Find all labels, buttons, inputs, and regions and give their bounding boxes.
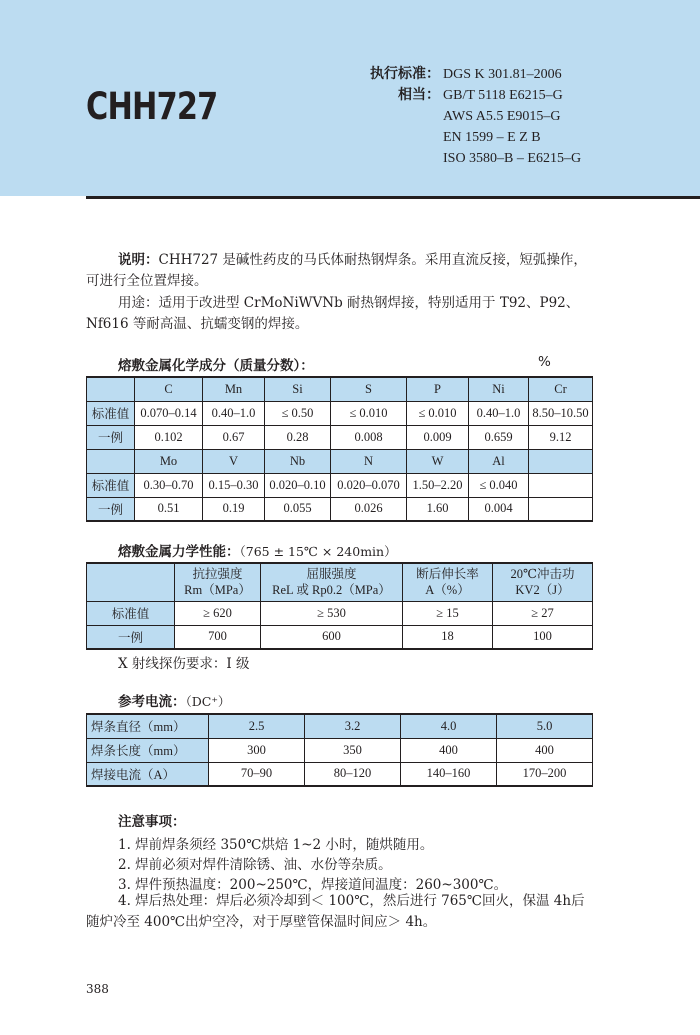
table-cell: 100	[493, 625, 593, 649]
table-cell: V	[203, 449, 265, 473]
standard-item: DGS K 301.81–2006	[443, 67, 562, 82]
table-row	[87, 601, 593, 625]
standard-item: AWS A5.5 E9015–G	[443, 109, 561, 124]
row-label: 标准值	[87, 401, 135, 425]
table-cell: P	[407, 377, 469, 401]
table-cell: ≥ 27	[493, 601, 593, 625]
header-line: 屈服强度	[306, 567, 357, 582]
chemistry-header-row	[87, 377, 593, 401]
table-cell: 600	[261, 625, 403, 649]
row-label: 焊接电流（A）	[87, 762, 209, 786]
header-cell	[261, 563, 403, 601]
header-line: 20℃冲击功	[510, 567, 575, 582]
table-cell: 1.50–2.20	[407, 473, 469, 497]
table-row	[87, 425, 593, 449]
description-label: 说明：	[118, 252, 159, 268]
table-cell: ≤ 0.040	[469, 473, 529, 497]
description-text: CHH727 是碱性药皮的马氏体耐热钢焊条。采用直流反接，短弧操作，可进行全位置焊接。	[86, 252, 587, 289]
table-cell: 170–200	[497, 762, 593, 786]
header-line: A（%）	[425, 583, 470, 598]
standard-item: EN 1599 – E Z B	[443, 130, 541, 145]
table-cell: C	[135, 377, 203, 401]
table-cell: ≤ 0.010	[407, 401, 469, 425]
row-label: 一例	[87, 497, 135, 521]
note-item: 4. 焊后热处理：焊后必须冷却到＜ 100℃，然后进行 765℃回火，保温 4h后随炉冷至 400℃出炉空冷，对于厚壁管保温时间应＞ 4h。	[86, 893, 585, 930]
current-title	[118, 690, 230, 710]
table-cell: Cr	[529, 377, 593, 401]
mechanical-table	[86, 562, 593, 650]
table-row	[87, 401, 593, 425]
standard-item: GB/T 5118 E6215–G	[443, 88, 563, 103]
current-title-text: 参考电流：	[118, 694, 186, 710]
table-cell: 18	[403, 625, 493, 649]
row-label: 标准值	[87, 601, 175, 625]
table-cell: 0.009	[407, 425, 469, 449]
table-cell: 300	[209, 738, 305, 762]
table-cell: 0.102	[135, 425, 203, 449]
standard-list	[443, 64, 581, 169]
table-row	[87, 738, 593, 762]
header-cell	[175, 563, 261, 601]
current-table	[86, 713, 593, 787]
table-cell	[87, 563, 175, 601]
table-cell: 0.40–1.0	[203, 401, 265, 425]
notes-title: 注意事项：	[118, 814, 186, 830]
mechanical-header-row	[87, 563, 593, 601]
product-title: CHH727	[86, 85, 218, 128]
chemistry-unit: %	[538, 354, 551, 370]
table-cell: ≤ 0.50	[265, 401, 331, 425]
header-line: KV2（J）	[515, 583, 570, 598]
row-label: 标准值	[87, 473, 135, 497]
table-cell: Mo	[135, 449, 203, 473]
header-cell	[493, 563, 593, 601]
table-cell: 0.020–0.070	[331, 473, 407, 497]
table-cell	[529, 473, 593, 497]
table-cell: 0.026	[331, 497, 407, 521]
table-cell: 700	[175, 625, 261, 649]
table-row	[87, 762, 593, 786]
row-label: 一例	[87, 425, 135, 449]
table-cell	[87, 449, 135, 473]
table-cell: 0.30–0.70	[135, 473, 203, 497]
table-cell: N	[331, 449, 407, 473]
header-divider	[86, 196, 700, 199]
table-cell: Mn	[203, 377, 265, 401]
current-polarity: （DC⁺）	[185, 694, 231, 709]
table-cell	[529, 497, 593, 521]
table-cell: 0.004	[469, 497, 529, 521]
note-item: 3. 焊件预热温度：200~250℃，焊接道间温度：260~300℃。	[118, 877, 508, 893]
table-cell: 70–90	[209, 762, 305, 786]
page-number: 388	[86, 982, 109, 996]
table-cell	[87, 377, 135, 401]
table-cell: 0.51	[135, 497, 203, 521]
table-cell: 1.60	[407, 497, 469, 521]
table-cell: 2.5	[209, 714, 305, 738]
header-line: 抗拉强度	[192, 567, 243, 582]
description-paragraph	[86, 250, 592, 292]
table-cell: 0.020–0.10	[265, 473, 331, 497]
table-row	[87, 473, 593, 497]
table-cell: 5.0	[497, 714, 593, 738]
standard-item: ISO 3580–B – E6215–G	[443, 151, 582, 166]
row-label: 焊条直径（mm）	[87, 714, 209, 738]
table-cell: Si	[265, 377, 331, 401]
table-cell: 0.28	[265, 425, 331, 449]
table-cell: 400	[497, 738, 593, 762]
table-cell: 400	[401, 738, 497, 762]
table-cell: Ni	[469, 377, 529, 401]
table-cell: 0.070–0.14	[135, 401, 203, 425]
note-item: 2. 焊前必须对焊件清除锈、油、水份等杂质。	[118, 857, 392, 873]
table-cell: Nb	[265, 449, 331, 473]
table-cell: ≥ 620	[175, 601, 261, 625]
table-cell: 3.2	[305, 714, 401, 738]
row-label: 焊条长度（mm）	[87, 738, 209, 762]
table-cell: 0.15–0.30	[203, 473, 265, 497]
table-cell: 0.40–1.0	[469, 401, 529, 425]
note-item: 1. 焊前焊条须经 350℃烘焙 1~2 小时，随烘随用。	[118, 837, 434, 853]
table-cell: 350	[305, 738, 401, 762]
xray-requirement: X 射线探伤要求：I 级	[118, 656, 250, 672]
table-cell: S	[331, 377, 407, 401]
table-cell: ≤ 0.010	[331, 401, 407, 425]
standard-labels	[370, 64, 440, 106]
header-line: ReL 或 Rp0.2（MPa）	[272, 583, 391, 598]
mechanical-title-text: 熔敷金属力学性能：	[118, 544, 240, 560]
table-cell: 9.12	[529, 425, 593, 449]
table-row	[87, 497, 593, 521]
table-cell: 140–160	[401, 762, 497, 786]
table-cell: 0.659	[469, 425, 529, 449]
table-cell: 0.055	[265, 497, 331, 521]
usage-paragraph: 用途：适用于改进型 CrMoNiWVNb 耐热钢焊接，特别适用于 T92、P92、Nf616 等耐高温、抗蠕变钢的焊接。	[86, 295, 580, 332]
table-cell: ≥ 15	[403, 601, 493, 625]
table-row	[87, 625, 593, 649]
table-cell: 8.50–10.50	[529, 401, 593, 425]
chemistry-table	[86, 376, 593, 522]
chemistry-header-row	[87, 449, 593, 473]
table-cell	[529, 449, 593, 473]
table-row	[87, 714, 593, 738]
mechanical-title	[118, 540, 397, 560]
table-cell: 80–120	[305, 762, 401, 786]
table-cell: 0.008	[331, 425, 407, 449]
table-cell: 0.19	[203, 497, 265, 521]
header-cell	[403, 563, 493, 601]
header-line: 断后伸长率	[416, 567, 479, 582]
mechanical-condition: （765 ± 15℃ × 240min）	[239, 544, 397, 559]
table-cell: 0.67	[203, 425, 265, 449]
table-cell: ≥ 530	[261, 601, 403, 625]
table-cell: 4.0	[401, 714, 497, 738]
header-line: Rm（MPa）	[184, 583, 251, 598]
table-cell: W	[407, 449, 469, 473]
row-label: 一例	[87, 625, 175, 649]
standard-label: 执行标准：	[370, 66, 440, 82]
table-cell: Al	[469, 449, 529, 473]
chemistry-title: 熔敷金属化学成分（质量分数）：	[118, 358, 314, 374]
equivalent-label: 相当：	[398, 87, 440, 103]
